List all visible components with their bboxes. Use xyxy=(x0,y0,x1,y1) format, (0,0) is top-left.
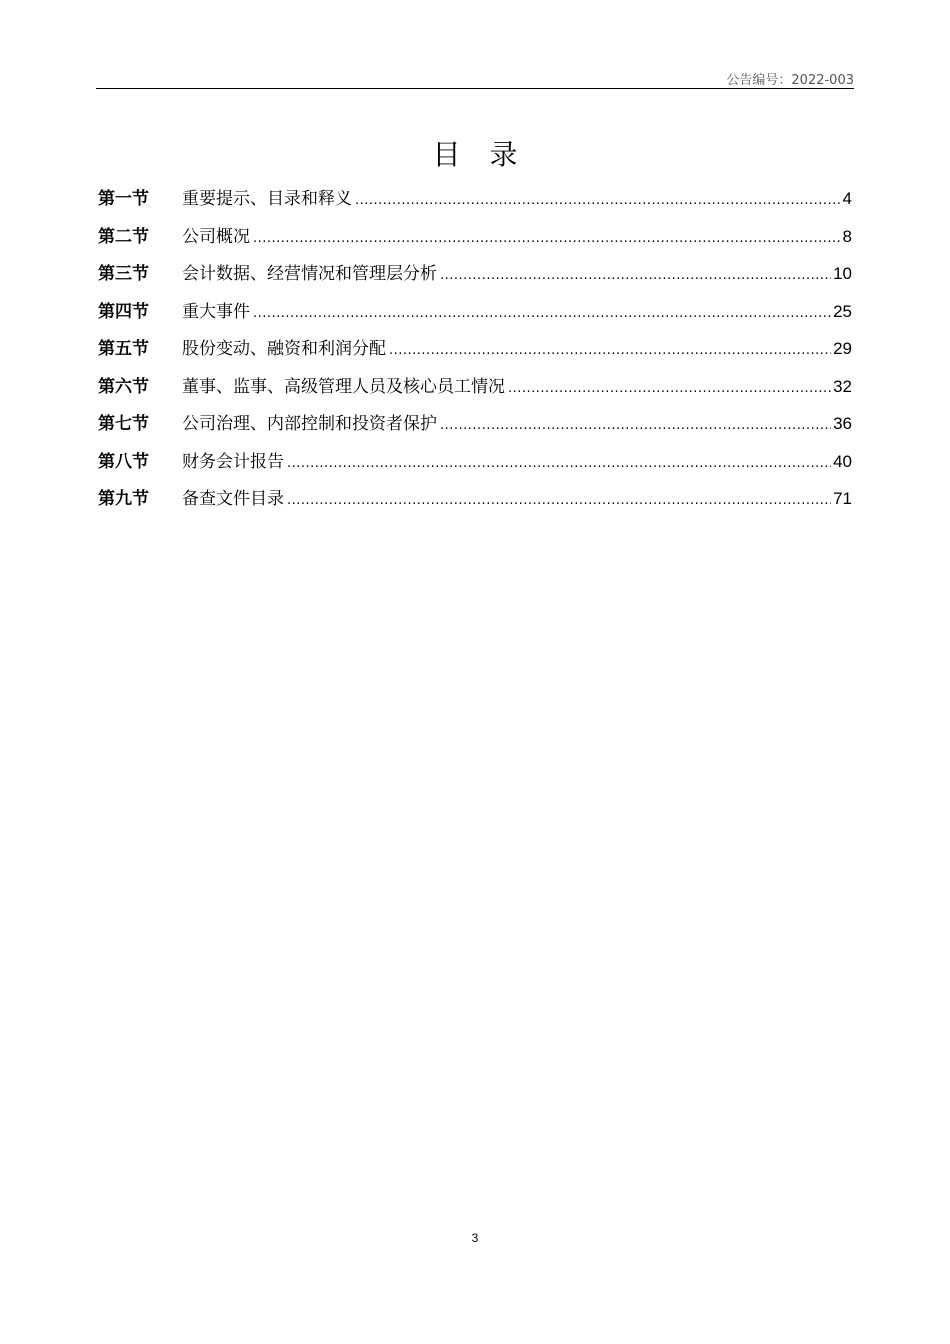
toc-entry[interactable] xyxy=(98,218,852,256)
toc-section-number: 第二节 xyxy=(98,226,149,247)
toc-page-number: 29 xyxy=(833,339,852,358)
toc-section-title: 公司治理、内部控制和投资者保护 xyxy=(182,414,437,434)
toc-section-number: 第六节 xyxy=(98,376,149,397)
toc-section-number: 第九节 xyxy=(98,489,149,509)
toc-section-number: 第一节 xyxy=(98,189,149,209)
toc-section-number: 第三节 xyxy=(98,264,149,284)
toc-dot-leader xyxy=(253,295,831,333)
toc-dot-leader xyxy=(440,257,831,295)
toc-entry[interactable] xyxy=(98,293,852,331)
toc-entry[interactable] xyxy=(98,180,852,218)
toc-section-number: 第七节 xyxy=(98,414,149,434)
toc-section-number: 第五节 xyxy=(98,339,149,359)
toc-page-number: 32 xyxy=(833,376,852,396)
page-number: 3 xyxy=(471,1231,479,1245)
toc-dot-leader xyxy=(355,182,841,220)
toc-section-title: 股份变动、融资和利润分配 xyxy=(182,339,386,359)
toc-section-title: 会计数据、经营情况和管理层分析 xyxy=(182,264,437,284)
toc-page-number: 71 xyxy=(833,489,852,508)
toc-dot-leader xyxy=(253,220,841,258)
toc-page-number: 4 xyxy=(842,189,852,208)
toc-section-title: 公司概况 xyxy=(182,226,250,247)
announcement-number: 公告编号：2022-003 xyxy=(726,73,854,88)
toc-page-number: 10 xyxy=(833,264,852,283)
toc-dot-leader xyxy=(440,407,831,445)
table-of-contents xyxy=(98,180,852,518)
toc-section-number: 第八节 xyxy=(98,451,149,472)
header-divider xyxy=(96,88,854,89)
toc-dot-leader xyxy=(508,370,831,408)
toc-entry[interactable] xyxy=(98,405,852,443)
toc-entry[interactable] xyxy=(98,330,852,368)
toc-section-title: 财务会计报告 xyxy=(182,451,284,472)
toc-page-number: 25 xyxy=(833,301,852,321)
toc-section-title: 重要提示、目录和释义 xyxy=(182,189,352,209)
toc-page-number: 8 xyxy=(842,226,852,246)
toc-title: 目 录 xyxy=(432,138,528,171)
toc-section-title: 董事、监事、高级管理人员及核心员工情况 xyxy=(182,376,505,397)
toc-dot-leader xyxy=(287,482,831,520)
toc-entry[interactable] xyxy=(98,443,852,481)
toc-entry[interactable] xyxy=(98,368,852,406)
toc-page-number: 40 xyxy=(833,451,852,471)
toc-section-title: 备查文件目录 xyxy=(182,489,284,509)
toc-page-number: 36 xyxy=(833,414,852,433)
toc-section-number: 第四节 xyxy=(98,301,149,322)
toc-section-title: 重大事件 xyxy=(182,301,250,322)
toc-entry[interactable] xyxy=(98,255,852,293)
toc-dot-leader xyxy=(287,445,831,483)
toc-entry[interactable] xyxy=(98,480,852,518)
toc-dot-leader xyxy=(389,332,831,370)
